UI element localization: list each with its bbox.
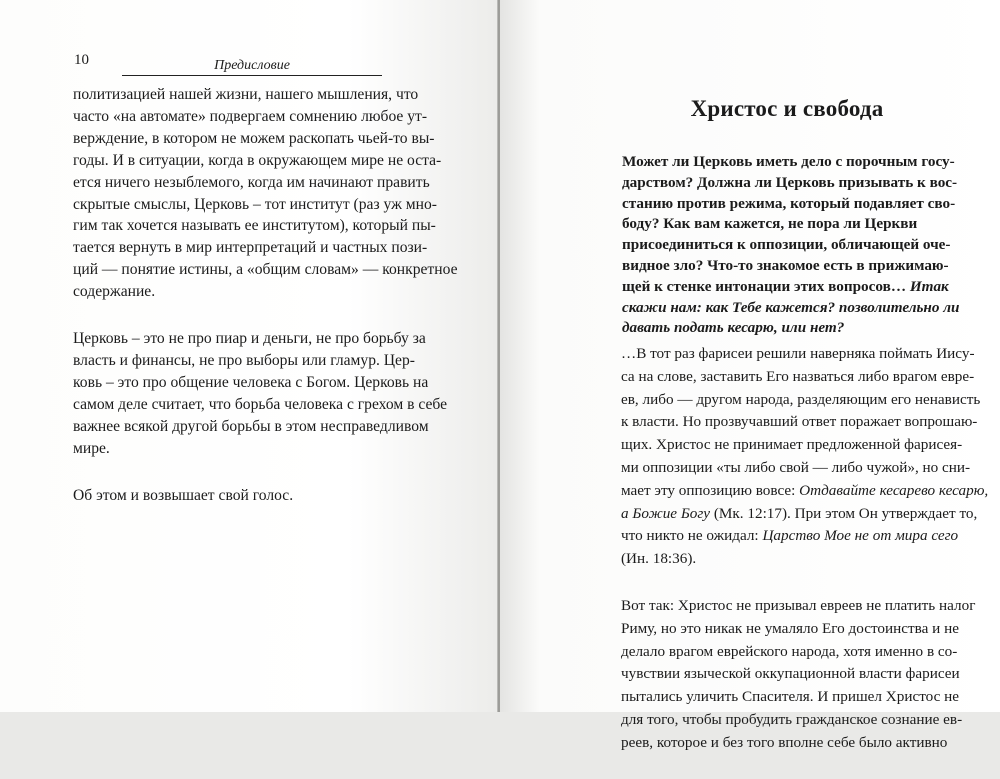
scripture-quote: Отдавайте кесарево кесарю,: [799, 481, 989, 499]
text-line: щих. Христос не принимает предложенной фарисея-: [621, 436, 963, 454]
text-line: Церковь – это не про пиар и деньги, не про борьбу за: [73, 330, 426, 348]
text-line: политизацией нашей жизни, нашего мышления, что: [73, 86, 419, 103]
text-line: делало врагом еврейского народа, хотя именно в со-: [621, 642, 958, 660]
text-line: содержание.: [73, 283, 156, 301]
text-line: пытались уличить Спасителя. И пришел Христос не: [621, 688, 960, 706]
text-line: гим так хочется называть ее институтом), который пы-: [73, 217, 436, 235]
line-text: мает эту оппозицию вовсе:: [621, 481, 800, 499]
text-line: реев, которое и без того вполне себе было активно: [621, 733, 948, 751]
text-line: тается вернуть в мир интерпретаций и частных пози-: [73, 239, 428, 257]
text-line: скажи нам: как Тебе кажется? позволительно ли: [622, 298, 960, 316]
text-line: Риму, но это никак не умаляло Его достоинства и не: [621, 619, 959, 637]
text-line: [621, 525, 975, 548]
page-number: 10: [74, 52, 89, 68]
text-line: Об этом и возвышает свой голос.: [73, 486, 294, 504]
chapter-title: Христос и свобода: [690, 96, 884, 121]
text-line: видное зло? Что-то знакомое есть в прижимаю-: [622, 256, 949, 274]
text-line: давать подать кесарю, или нет?: [622, 319, 845, 337]
text-line: важнее всякой другой борьбы в этом несправедливом: [73, 417, 429, 435]
text-line: верждение, в котором не можем раскопать чьей-то вы-: [73, 129, 435, 147]
line-text: (Мк. 12:17). При этом Он утверждает то,: [710, 504, 978, 522]
text-line: ев, либо — другом народа, разделяющим его ненависть: [621, 390, 981, 408]
text-line: …В тот раз фарисеи решили наверняка поймать Иису-: [621, 345, 975, 362]
text-line: для того, чтобы пробудить гражданское сознание ев-: [621, 710, 963, 728]
running-head: Предисловие: [214, 58, 290, 73]
text-line: самом деле считает, что борьба человека с грехом в себе: [73, 395, 448, 413]
scripture-quote: Царство Мое не от мира сего: [762, 527, 959, 545]
text-line: ми оппозиции «ты либо свой — либо чужой», но сни-: [621, 458, 971, 476]
right-body-text: [621, 343, 989, 779]
text-line: скрытые смыслы, Церковь – тот институт (раз уж мно-: [73, 195, 437, 213]
text-line: присоединиться к оппозиции, обличающей оче-: [622, 236, 951, 254]
text-line: ется ничего незыблемого, когда им начинают править: [73, 173, 430, 191]
text-line: Вот так: Христос не призывал евреев не платить налог: [621, 596, 976, 614]
text-line: [621, 503, 978, 526]
scripture-quote: а Божие Богу: [621, 504, 711, 522]
text-line: [621, 480, 989, 503]
text-line: мире.: [73, 439, 110, 457]
header-rule: [122, 75, 382, 76]
text-line: боду? Как вам кажется, не пора ли Церкви: [622, 215, 918, 233]
left-paragraph-1: [73, 84, 458, 303]
left-paragraph-3: [73, 485, 413, 507]
right-paragraph-2: [621, 595, 975, 755]
text-line: (Ин. 18:36).: [621, 550, 697, 568]
text-line: часто «на автомате» подвергаем сомнению любое ут-: [73, 107, 428, 125]
lead-paragraph: [622, 152, 970, 339]
text-line: годы. И в ситуации, когда в окружающем мире не оста-: [73, 151, 442, 169]
text-line: чувствии языческой оккупационной власти фарисеи: [621, 665, 960, 683]
lead-quote: Итак: [909, 277, 949, 295]
right-page: [500, 0, 1000, 751]
left-paragraph-2: [73, 328, 448, 459]
text-line: ций — понятие истины, а «общим словам» — конкретное: [73, 261, 458, 279]
text-line: дарством? Должна ли Церковь призывать к вос-: [622, 173, 958, 191]
line-text: что никто не ожидал:: [621, 527, 763, 545]
text-line: станию против режима, который подавляет сво-: [622, 194, 956, 212]
text-line: Может ли Церковь иметь дело с порочным госу-: [622, 153, 955, 170]
text-line: власть и финансы, не про выборы или гламур. Цер-: [73, 351, 415, 369]
right-paragraph-1: [621, 343, 989, 571]
text-line: [622, 277, 970, 298]
left-body-text: [73, 84, 458, 531]
text-line: ковь – это про общение человека с Богом. Церковь на: [73, 373, 429, 391]
left-page: [0, 0, 498, 712]
text-line: к власти. Но прозвучавший ответ поражает вопрошаю-: [621, 413, 978, 431]
lead-line-text: щей к стенке интонации этих вопросов…: [622, 277, 907, 295]
text-line: са на слове, заставить Его назваться либо врагом евре-: [621, 367, 975, 385]
